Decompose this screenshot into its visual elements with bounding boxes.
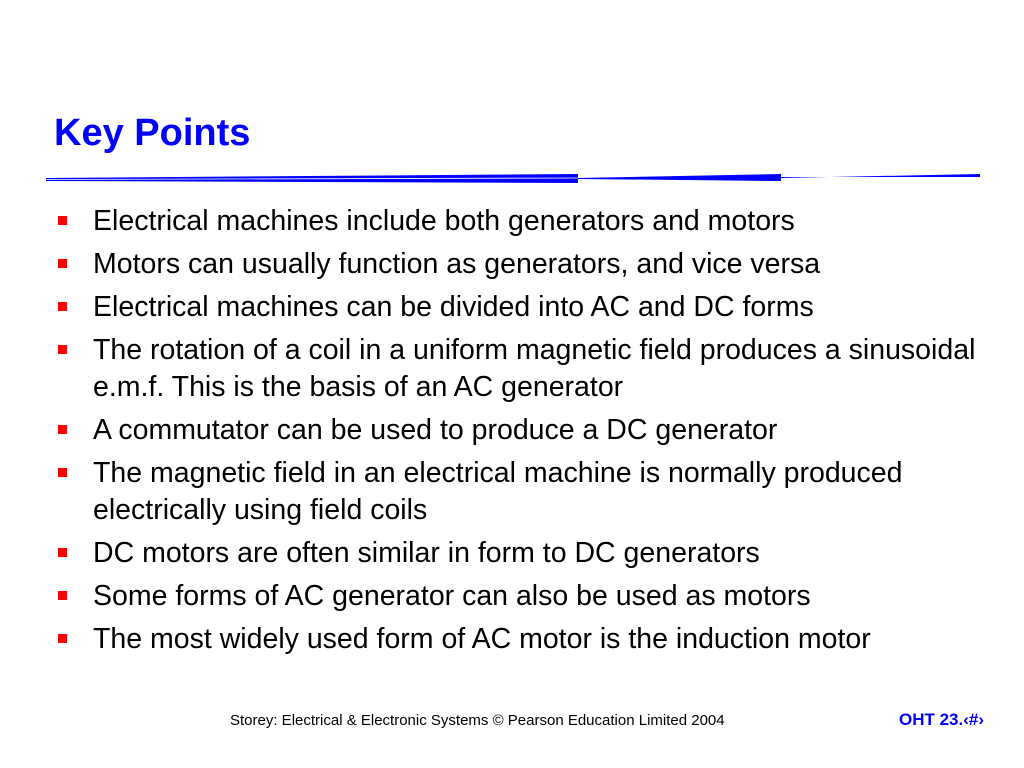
bullet-item xyxy=(56,412,1006,449)
slide-number: OHT 23.‹#› xyxy=(898,710,984,729)
bullet-text: DC motors are often similar in form to DC generators xyxy=(93,537,760,569)
square-bullet-icon xyxy=(58,634,67,643)
square-bullet-icon xyxy=(58,302,67,311)
bullet-item xyxy=(56,535,1006,572)
bullet-text: A commutator can be used to produce a DC generator xyxy=(93,414,778,446)
bullet-list xyxy=(56,203,1006,664)
bullet-item xyxy=(56,289,1006,326)
square-bullet-icon xyxy=(58,591,67,600)
square-bullet-icon xyxy=(58,548,67,557)
bullet-item xyxy=(56,455,1006,529)
bullet-text: Some forms of AC generator can also be used as motors xyxy=(93,580,811,612)
bullet-text: The magnetic field in an electrical machine is normally produced electrically using field coils xyxy=(93,457,903,526)
bullet-item xyxy=(56,246,1006,283)
square-bullet-icon xyxy=(58,259,67,268)
slide-title: Key Points xyxy=(54,112,251,154)
square-bullet-icon xyxy=(58,216,67,225)
title-underline xyxy=(46,172,980,184)
bullet-text: Motors can usually function as generators, and vice versa xyxy=(93,248,821,280)
bullet-item xyxy=(56,332,1006,406)
bullet-text: Electrical machines include both generators and motors xyxy=(93,205,795,237)
bullet-text: The most widely used form of AC motor is the induction motor xyxy=(93,623,871,655)
bullet-item xyxy=(56,578,1006,615)
footer-credit: Storey: Electrical & Electronic Systems © Pearson Education Limited 2004 xyxy=(230,712,725,729)
bullet-text: The rotation of a coil in a uniform magnetic field produces a sinusoidal e.m.f. This is the basis of an AC generator xyxy=(93,334,976,403)
bullet-text: Electrical machines can be divided into AC and DC forms xyxy=(93,291,814,323)
bullet-item xyxy=(56,203,1006,240)
square-bullet-icon xyxy=(58,468,67,477)
bullet-item xyxy=(56,621,1006,658)
square-bullet-icon xyxy=(58,345,67,354)
square-bullet-icon xyxy=(58,425,67,434)
